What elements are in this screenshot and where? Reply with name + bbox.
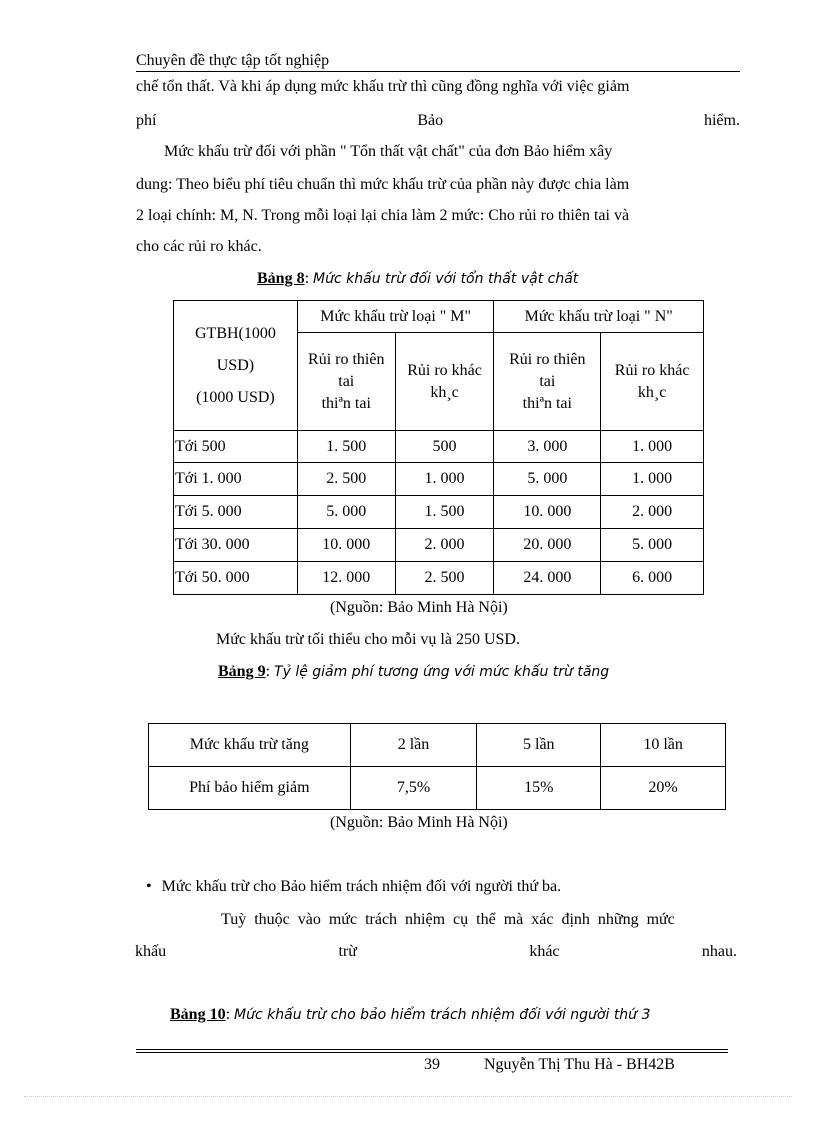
deductible-table [173,300,704,595]
table-cell: 5. 000 [494,463,601,496]
header-line: kh¸c [637,383,667,401]
table-cell: 500 [395,431,494,463]
header-line: Rủi ro thiên [308,350,385,368]
word: nhau. [701,943,737,960]
table-cell: Phí bảo hiểm giảm [149,767,351,810]
table-cell: 6. 000 [601,562,704,595]
footer-divider [136,1049,728,1050]
table-cell: Tới 1. 000 [174,463,298,496]
header-line: tai [338,372,355,390]
table-cell: 1. 500 [297,431,395,463]
table-cell: 2. 500 [297,463,395,496]
paragraph-1-line-2 [136,111,740,131]
paragraph-2-line-2: dung: Theo biểu phí tiêu chuẩn thì mức khấu trừ của phần này được chia làm [136,176,630,193]
natural-risk-header [297,333,395,431]
running-header: Chuyên đề thực tập tốt nghiệp [136,52,330,69]
table-cell: 10. 000 [297,529,395,562]
table-cell: 5. 000 [601,529,704,562]
gtbh-header [174,301,298,431]
bullet-text: Mức khấu trừ cho Bảo hiểm trách nhiệm đối với người thứ ba. [161,878,562,895]
paragraph-2-line-1: Mức khấu trừ đối với phần " Tổn thất vật chất" của đơn Bảo hiểm xây [164,143,613,160]
table-cell: 2. 500 [395,562,494,595]
table-cell: 2 lần [350,724,477,767]
header-line: Rủi ro thiên [509,350,586,368]
table-cell: Tới 5. 000 [174,496,298,529]
caption-label: Bảng 9 [218,663,266,680]
caption-text: Mức khấu trừ cho bảo hiểm trách nhiệm đối với người thứ 3 [234,1007,651,1023]
table-cell: 20. 000 [494,529,601,562]
header-line: thiªn tai [321,394,371,412]
page-edge [24,1096,792,1097]
word: khấu [135,943,167,960]
table-cell: 20% [601,767,726,810]
table-cell: 2. 000 [395,529,494,562]
header-line: kh¸c [430,383,459,401]
caption-sep: : [265,663,271,680]
table-cell: Tới 30. 000 [174,529,298,562]
table-cell: 24. 000 [494,562,601,595]
paragraph-2-line-4: cho các rủi ro khác. [136,238,262,255]
caption-text: Tỷ lệ giảm phí tương ứng với mức khấu trừ tăng [274,664,610,680]
table-cell: 10. 000 [494,496,601,529]
table-cell: 1. 000 [601,431,704,463]
caption-label: Bảng 10 [170,1006,226,1023]
word: trừ [338,943,357,960]
table-cell: 1. 000 [395,463,494,496]
header-divider [136,71,740,72]
group-m-header: Mức khấu trừ loại " M" [297,301,494,333]
word: phí [136,112,157,129]
table-row [174,463,704,496]
header-line: (1000 USD) [196,388,275,406]
paragraph-2-line-3: 2 loại chính: M, N. Trong mỗi loại lại chia làm 2 mức: Cho rủi ro thiên tai và [136,207,630,224]
table-cell: 1. 000 [601,463,704,496]
bullet-icon: • [146,878,152,895]
paragraph-3-line-2 [135,942,737,962]
table-row [149,724,726,767]
paragraph-1-line-1: chế tổn thất. Và khi áp dụng mức khấu trừ thì cũng đồng nghĩa với việc giảm [136,78,630,95]
word: khác [529,943,560,960]
bullet-item [146,878,561,896]
natural-risk-header [494,333,601,431]
table-cell: 10 lần [601,724,726,767]
table-row [149,767,726,810]
caption-text: Mức khấu trừ đối với tổn thất vật chất [313,271,579,287]
header-line: tai [539,372,556,390]
caption-label: Bảng 8 [257,270,305,287]
table-9-caption [218,663,609,681]
header-line: GTBH(1000 [194,324,276,342]
table-row [174,496,704,529]
page-number: 39 [424,1056,440,1073]
table-row [174,431,704,463]
premium-reduction-table [148,723,726,810]
header-line: Rủi ro khác [407,361,482,379]
paragraph-3-line-1: Tuỳ thuộc vào mức trách nhiệm cụ thể mà xác định những mức [221,911,675,928]
group-n-header: Mức khấu trừ loại " N" [494,301,704,333]
other-risk-header [601,333,704,431]
table-cell: 12. 000 [297,562,395,595]
table-cell: 5 lần [477,724,601,767]
table-cell: 7,5% [350,767,477,810]
table-cell: 2. 000 [601,496,704,529]
table-8-source: (Nguồn: Bảo Minh Hà Nội) [330,599,508,616]
caption-sep: : [304,270,310,287]
table-cell: 5. 000 [297,496,395,529]
table-cell: 3. 000 [494,431,601,463]
minimum-deductible-note: Mức khấu trừ tối thiểu cho mỗi vụ là 250 USD. [216,631,520,648]
table-cell: 15% [477,767,601,810]
caption-sep: : [225,1006,231,1023]
word: Bảo [417,112,444,129]
header-line: USD) [216,356,255,374]
footer-author: Nguyễn Thị Thu Hà - BH42B [484,1056,675,1073]
header-line: Rủi ro khác [614,361,690,379]
header-line: thiªn tai [522,394,572,412]
word: hiểm. [703,112,740,129]
table-cell: Mức khấu trừ tăng [149,724,351,767]
table-8-caption [257,270,578,288]
table-cell: 1. 500 [395,496,494,529]
footer-divider [136,1052,728,1053]
table-cell: Tới 500 [174,431,298,463]
other-risk-header [395,333,494,431]
table-10-caption [170,1006,650,1024]
table-cell: Tới 50. 000 [174,562,298,595]
table-9-source: (Nguồn: Bảo Minh Hà Nội) [330,814,508,831]
table-row [174,562,704,595]
table-row [174,529,704,562]
